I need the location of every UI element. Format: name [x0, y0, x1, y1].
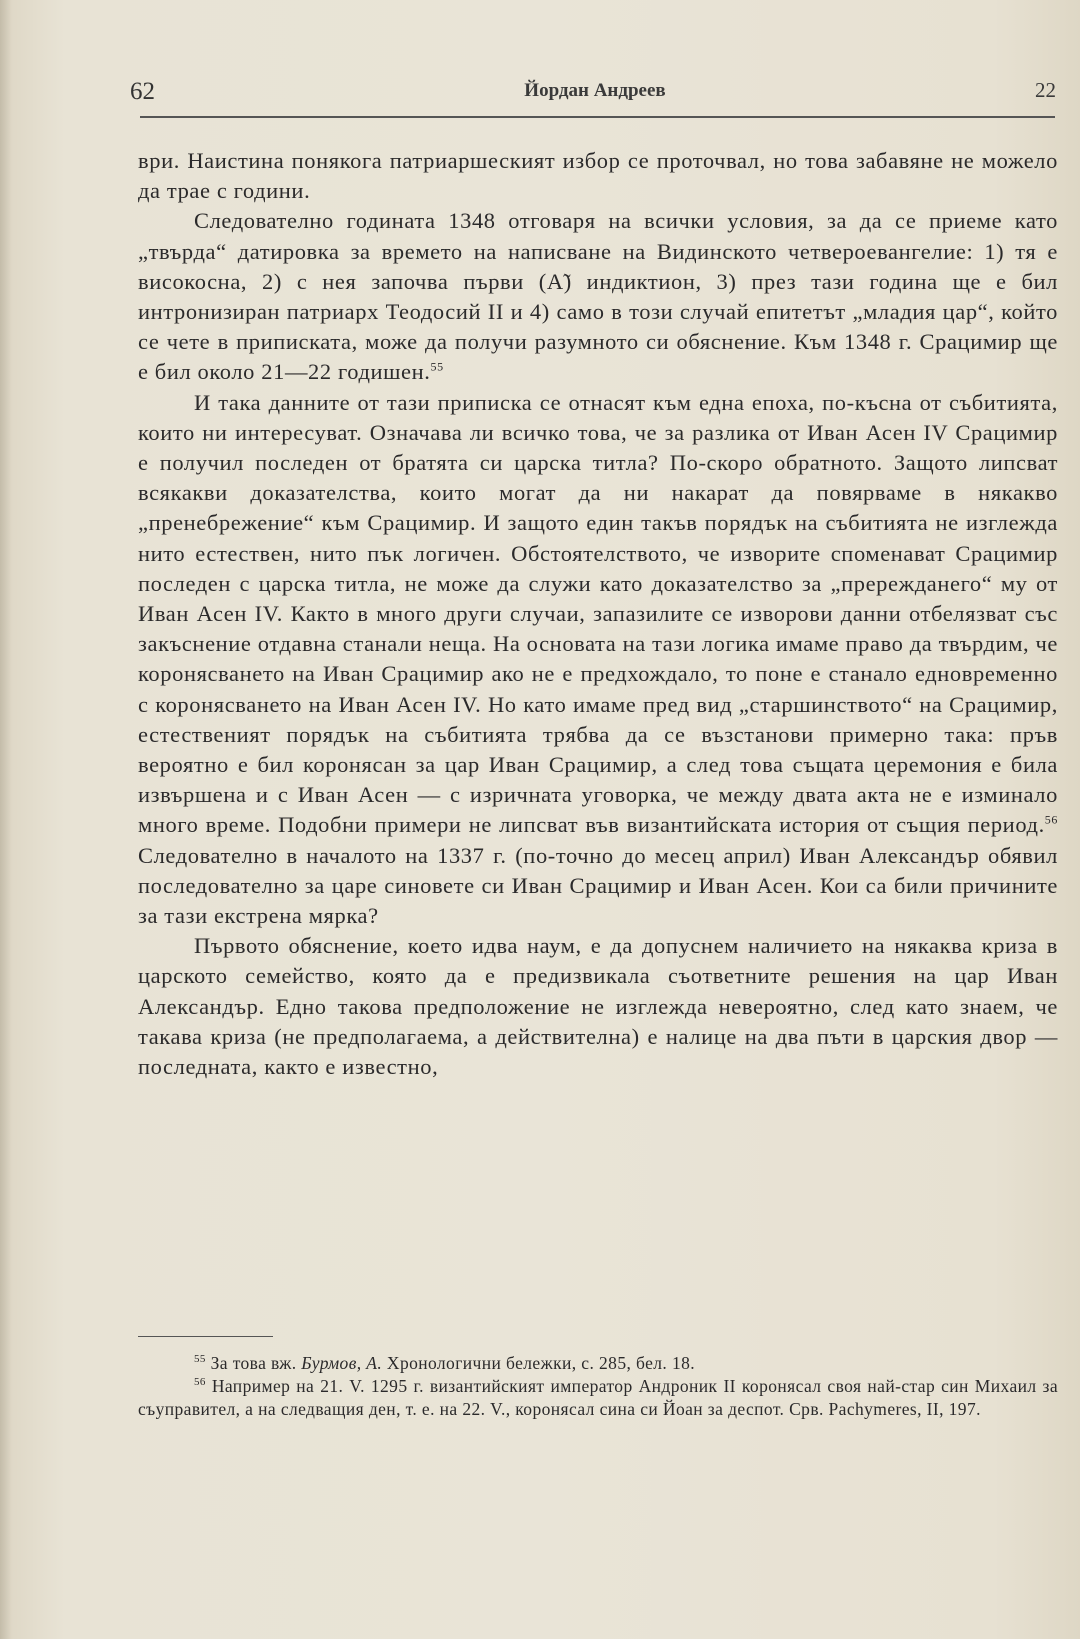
page-edge-shadow: [0, 0, 12, 1639]
running-title: Йордан Андреев: [524, 80, 666, 101]
footnote-55-author: Бурмов, А.: [301, 1353, 383, 1373]
paragraph-3-text-a: И така данните от тази приписка се отнасят към една епоха, по-късна от събитията, които ни интересуват. Означава ли всичко това, че за разлика от Иван Асен IV Срацимир е получил последен от братята си царска титла? По-скоро обратното. Защото липсват всякакви доказателства, които могат да ни накарат да повярваме в някакво „пренебрежение“ към Срацимир. И защото един такъв порядък на събитията не изглежда нито естествен, нито пък логичен. Обстоятелството, че изворите споменават Срацимир последен с царска титла, не може да служи като доказателство за „прережданего“ му от Иван Асен IV. Както в много други случаи, запазилите се изворови данни отбелязват със закъснение отдавна станали неща. На основата на тази логика имаме право да твърдим, че коронясването на Иван Срацимир ако не е предхождало, то поне е станало едновременно с коронясването на Иван Асен IV. Но като имаме пред вид „старшинството“ на Срацимир, естественият порядък на събитията трябва да се възстанови примерно така: пръв вероятно е бил коронясан за цар Иван Срацимир, а след това същата церемония е била извършена и с Иван Асен — с изричната уговорка, че между двата акта не е изминало много време. Подобни примери не липсват във византийската история от същия период.: [138, 389, 1058, 838]
footnote-55: [138, 1352, 1058, 1375]
paragraph-4-text: Първото обяснение, което идва наум, е да допуснем наличието на някаква криза в царското семейство, която да е предизвикала съответните решения на цар Иван Александър. Едно такова предположение не изглежда невероятно, след като знаем, че такава криза (не предполагаема, а действителна) е налице на два пъти в царския двор — последната, както е известно,: [138, 933, 1058, 1080]
footnote-55-post: Хронологични бележки, с. 285, бел. 18.: [386, 1353, 696, 1373]
paragraph-3-text-b: Следователно в началото на 1337 г. (по-точно до месец април) Иван Александър обявил последователно за царе синовете си Иван Срацимир и Иван Асен. Кои са били причините за тази екстрена мярка?: [138, 842, 1058, 929]
paragraph-3: [138, 388, 1058, 932]
paragraph-1-text: ври. Наистина понякога патриаршеският избор се проточвал, но това забавяне не можело да трае с години.: [138, 148, 1058, 204]
footnote-rule: [138, 1336, 273, 1337]
paragraph-4: [138, 931, 1058, 1082]
page-number: 62: [130, 78, 155, 105]
paragraph-1: [138, 146, 1058, 206]
paragraph-2: [138, 206, 1058, 387]
footnote-ref-55[interactable]: 55: [430, 359, 444, 374]
page-header: [130, 76, 1060, 116]
section-number: 22: [1035, 78, 1056, 102]
footnote-56-text: Например на 21. V. 1295 г. византийският император Андроник II коронясал своя най-стар син Михаил за съуправител, а на следващия ден, т. е. на 22. V., коронясал сина си Йоан за деспот. Срв. Pachymeres, II, 197.: [138, 1376, 1058, 1419]
footnote-ref-56[interactable]: 56: [1044, 812, 1058, 827]
footnote-56-number: 56: [194, 1376, 206, 1389]
footnote-55-pre: За това вж.: [210, 1353, 297, 1373]
footnotes: [138, 1352, 1058, 1421]
header-rule: [140, 116, 1055, 118]
footnote-55-number: 55: [194, 1353, 206, 1366]
footnote-56: [138, 1375, 1058, 1421]
main-text: [138, 146, 1058, 1082]
paragraph-2-text: Следователно годината 1348 отговаря на всички условия, за да се приеме като „твърда“ датировка за времето на написване на Видинското четвероевангелие: 1) тя е високосна, 2) с нея започва първи (А̃) индиктион, 3) през тази година ще е бил интронизиран патриарх Теодосий II и 4) само в този случай епитетът „младия цар“, който се чете в приписката, може да получи разумното си обяснение. Към 1348 г. Срацимир ще е бил около 21—22 годишен.: [138, 208, 1058, 385]
